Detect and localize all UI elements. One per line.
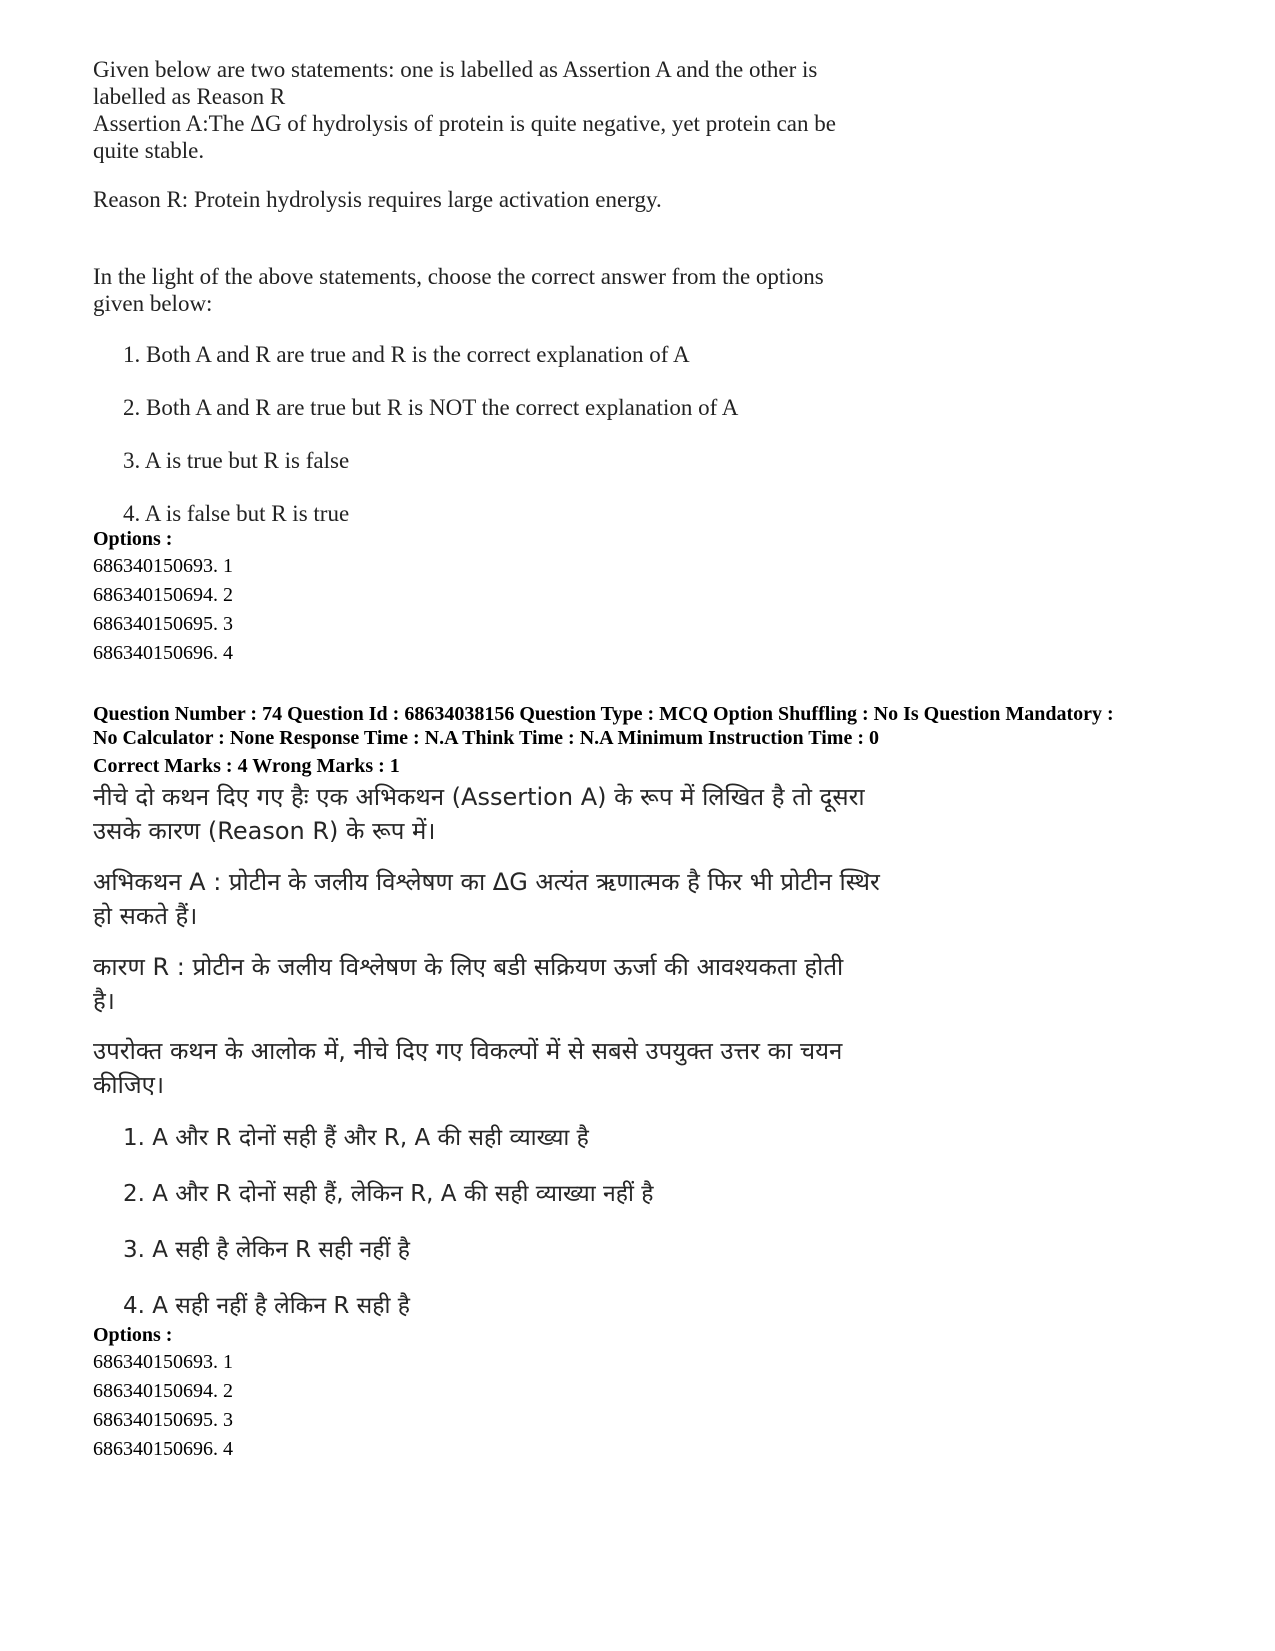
q74-marks: Correct Marks : 4 Wrong Marks : 1 [93,755,400,777]
q73-intro [93,56,893,164]
q73-assertion-line: Assertion A:The ΔG of hydrolysis of protein is quite negative, yet protein can be [93,111,836,136]
q74-meta-line: Question Number : 74 Question Id : 68634038156 Question Type : MCQ Option Shuffling : No Is Question Mandatory : [93,703,1114,725]
q74-choice-3: 3. A सही है लेकिन R सही नहीं है [123,1237,410,1263]
q73-choice-4: 4. A is false but R is true [123,501,350,526]
q73-assertion-line: quite stable. [93,138,205,163]
q73-reason: Reason R: Protein hydrolysis requires large activation energy. [93,187,662,212]
q74-reason-line: कारण R : प्रोटीन के जलीय विश्लेषण के लिए बडी सक्रियण ऊर्जा की आवश्यकता होती [93,953,844,981]
q73-intro-line: Given below are two statements: one is labelled as Assertion A and the other is [93,57,818,82]
q74-assertion-line: हो सकते हैं। [93,902,198,930]
option-id: 686340150693. 1 [93,1351,233,1373]
q74-choice-2: 2. A और R दोनों सही हैं, लेकिन R, A की सही व्याख्या नहीं है [123,1181,654,1207]
q74-prompt-line: उपरोक्त कथन के आलोक में, नीचे दिए गए विकल्पों में से सबसे उपयुक्त उत्तर का चयन [93,1037,843,1065]
q74-options-list [93,1348,233,1464]
q74-meta [93,702,1213,750]
q74-prompt [93,1034,913,1102]
option-id: 686340150694. 2 [93,584,233,606]
q74-intro-line: उसके कारण (Reason R) के रूप में। [93,817,436,845]
q74-prompt-line: कीजिए। [93,1071,165,1099]
q73-choice-3: 3. A is true but R is false [123,448,350,473]
q74-options-label: Options : [93,1324,173,1346]
q74-intro-line: नीचे दो कथन दिए गए हैः एक अभिकथन (Assertion A) के रूप में लिखित है तो दूसरा [93,783,865,811]
q73-options-label: Options : [93,528,173,550]
q74-choice-4: 4. A सही नहीं है लेकिन R सही है [123,1293,410,1319]
q73-options-list [93,552,233,668]
q74-reason-line: है। [93,987,115,1015]
q74-intro [93,780,913,848]
option-id: 686340150694. 2 [93,1380,233,1402]
option-id: 686340150695. 3 [93,613,233,635]
q74-reason [93,950,913,1018]
q74-choice-1: 1. A और R दोनों सही हैं और R, A की सही व्याख्या है [123,1125,589,1151]
q73-choice-2: 2. Both A and R are true but R is NOT the correct explanation of A [123,395,739,420]
q73-prompt-line: given below: [93,291,213,316]
q74-assertion-line: अभिकथन A : प्रोटीन के जलीय विश्लेषण का ΔG अत्यंत ऋणात्मक है फिर भी प्रोटीन स्थिर [93,868,880,896]
q73-choice-1: 1. Both A and R are true and R is the correct explanation of A [123,342,690,367]
q73-intro-line: labelled as Reason R [93,84,286,109]
option-id: 686340150696. 4 [93,642,233,664]
q74-assertion [93,865,913,933]
option-id: 686340150693. 1 [93,555,233,577]
q74-meta-line: No Calculator : None Response Time : N.A Think Time : N.A Minimum Instruction Time : 0 [93,727,879,749]
option-id: 686340150696. 4 [93,1438,233,1460]
q73-prompt-line: In the light of the above statements, choose the correct answer from the options [93,264,824,289]
q73-prompt [93,263,893,317]
option-id: 686340150695. 3 [93,1409,233,1431]
